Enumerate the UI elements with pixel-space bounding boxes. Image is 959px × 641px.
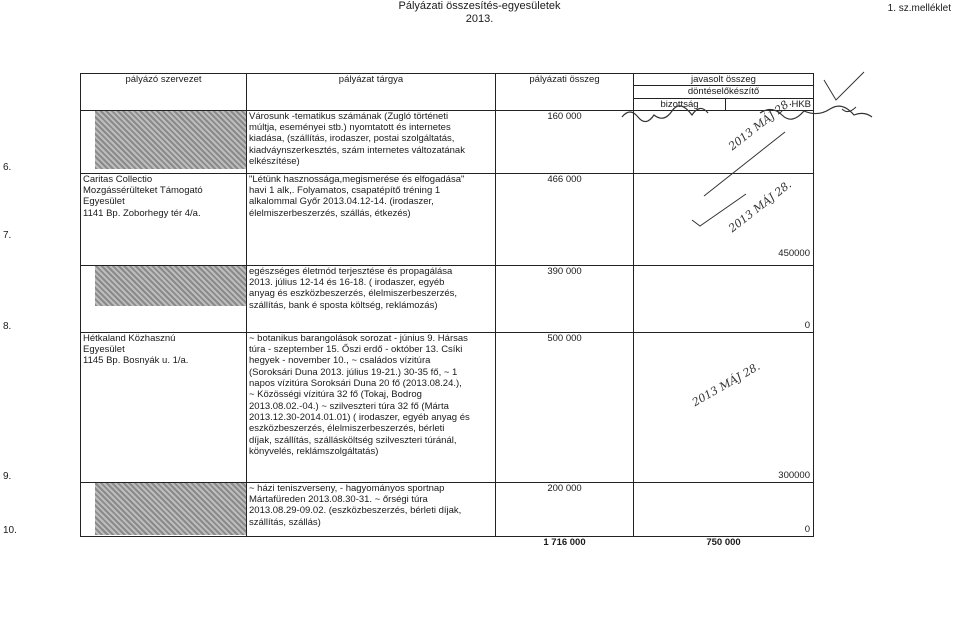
amount-cell: 500 000 (496, 332, 634, 482)
org-name-line: Egyesület (83, 344, 125, 356)
col-proposed-header: javasolt összeg (634, 74, 814, 86)
totals-row (81, 536, 814, 550)
table-row (81, 332, 814, 482)
subject-line: havi 1 alk,. Folyamatos, csapatépítő tréning 1 (249, 185, 441, 197)
subject-cell (247, 173, 496, 265)
subject-line: Városunk -tematikus számának (Zugló történeti (249, 110, 449, 122)
subject-line: szállítás, bank é sposta költség, reklámozás) (249, 299, 438, 311)
redaction-block (95, 266, 246, 306)
proposed-value: 0 (804, 523, 810, 535)
row-number: 7. (3, 229, 12, 241)
col-committee-prep-header: döntéselőkészítő (634, 86, 814, 98)
row-number: 6. (3, 161, 12, 173)
totals-spacer (247, 536, 496, 550)
redaction-block (95, 111, 246, 169)
check-mark-icon (820, 70, 870, 110)
org-name-line: Egyesület (83, 196, 125, 208)
doc-year: 2013. (465, 13, 494, 25)
col-applicant-header: pályázó szervezet (81, 74, 247, 111)
subject-line: alkalommal Győr 2013.04.12-14. (irodaszer, (249, 196, 434, 208)
total-amount: 1 716 000 (543, 536, 586, 548)
subject-line: elkészítése) (249, 156, 300, 168)
date-stamp-handwritten: 2013 MÁJ 28. (726, 95, 795, 154)
row-number: 8. (3, 320, 12, 332)
subject-line: eszközbeszerzés, élelmiszerbeszerzés, bérleti (249, 423, 445, 435)
subject-line: (Soroksári Duna 2013. július 19-21.) 30-35 fő, ~ 1 (249, 366, 458, 378)
subject-line: anyag és eszközbeszerzés, élelmiszerbeszerzés, (249, 288, 458, 300)
subject-line: ~ házi teniszverseny, - hagyományos sportnap (249, 482, 445, 494)
subject-line: 2013.12.30-2014.01.01) ( irodaszer, egyéb anyag és (249, 411, 470, 423)
subject-line: szállítás, szállás) (249, 516, 321, 528)
proposed-value: 0 (804, 319, 810, 331)
totals-spacer (81, 536, 247, 550)
proposed-cell (634, 482, 814, 536)
date-stamp-handwritten: 2013 MÁJ 28. (689, 359, 763, 410)
subject-line: könyvelés, reklámszolgáltatás) (249, 445, 379, 457)
amount-cell: 466 000 (496, 173, 634, 265)
amount-cell: 200 000 (496, 482, 634, 536)
subject-cell (247, 332, 496, 482)
redaction-block (95, 483, 246, 535)
col-amount-header: pályázati összeg (496, 74, 634, 111)
total-proposed: 750 000 (706, 536, 741, 548)
subject-line: kiadása, (szállítás, irodaszer, postai szolgáltatás, (249, 133, 455, 145)
subject-line: hegyek - november 10., ~ családos vízitúra (249, 355, 431, 367)
org-cell (3, 173, 247, 265)
doc-title: Pályázati összesítés-egyesületek (398, 0, 561, 12)
proposed-value: 450000 (778, 247, 810, 259)
subject-line: múltja, eseményei stb.) nyomtatott és internetes (249, 122, 451, 134)
org-cell-redacted (3, 110, 247, 173)
amount-cell: 390 000 (496, 265, 634, 332)
subject-line: díjak, szállítás, szállásköltség szilveszteri túránál, (249, 434, 457, 446)
org-name-line: Mozgássérülteket Támogató (83, 185, 203, 197)
org-cell-redacted (3, 482, 247, 536)
date-stamp-handwritten: 2013 MÁJ 28. (726, 177, 795, 236)
subject-line: túra - szeptember 15. Őszi erdő - október 13. Csíki (249, 344, 463, 356)
subject-cell (247, 265, 496, 332)
table-row (81, 265, 814, 332)
amount-cell: 160 000 (496, 110, 634, 173)
col-subject-header: pályázat tárgya (247, 74, 496, 111)
subject-line: 2013.08.29-09.02. (eszközbeszerzés, bérleti díjak, (249, 505, 462, 517)
org-cell-redacted (3, 265, 247, 332)
org-cell (3, 332, 247, 482)
annex-label: 1. sz.melléklet (887, 3, 951, 14)
org-address: 1141 Bp. Zoborhegy tér 4/a. (83, 207, 201, 219)
subject-line: kiadváynszerkesztés, szám internetes változatának (249, 144, 465, 156)
subject-line: Mártafüreden 2013.08.30-31. ~ őrségi túra (249, 494, 428, 506)
org-name-line: Caritas Collectio (83, 173, 153, 185)
subject-cell (247, 482, 496, 536)
subject-line: 2013.08.02.-04.) ~ szilveszteri túra 32 fő (Márta (249, 400, 449, 412)
proposed-cell (634, 332, 814, 482)
org-address: 1145 Bp. Bosnyák u. 1/a. (83, 355, 189, 367)
row-number: 9. (3, 470, 12, 482)
subject-line: egészséges életmód terjesztése és propagálása (249, 265, 453, 277)
col-hkb-header: HKB (726, 98, 814, 110)
subject-line: ~ Közösségi vízitúra 32 fő (Tokaj, Bodrog (249, 389, 422, 401)
col-committee-header: bizottság (634, 98, 726, 110)
proposed-cell (634, 265, 814, 332)
subject-line: "Létünk hasznossága,megismerése és elfogadása" (249, 173, 465, 185)
proposed-value: 300000 (778, 469, 810, 481)
subject-line: élelmiszerbeszerzés, szállás, étkezés) (249, 207, 411, 219)
subject-line: 2013. július 12-14 és 16-18. ( irodaszer, egyéb (249, 277, 445, 289)
subject-cell (247, 110, 496, 173)
row-number: 10. (3, 524, 17, 536)
subject-line: napos vízitúra Soroksári Duna 20 fő (2013.08.24.), (249, 378, 462, 390)
table-row (81, 482, 814, 536)
subject-line: ~ botanikus barangolások sorozat - június 9. Hársas (249, 332, 468, 344)
org-name-line: Hétkaland Közhasznú (83, 332, 176, 344)
